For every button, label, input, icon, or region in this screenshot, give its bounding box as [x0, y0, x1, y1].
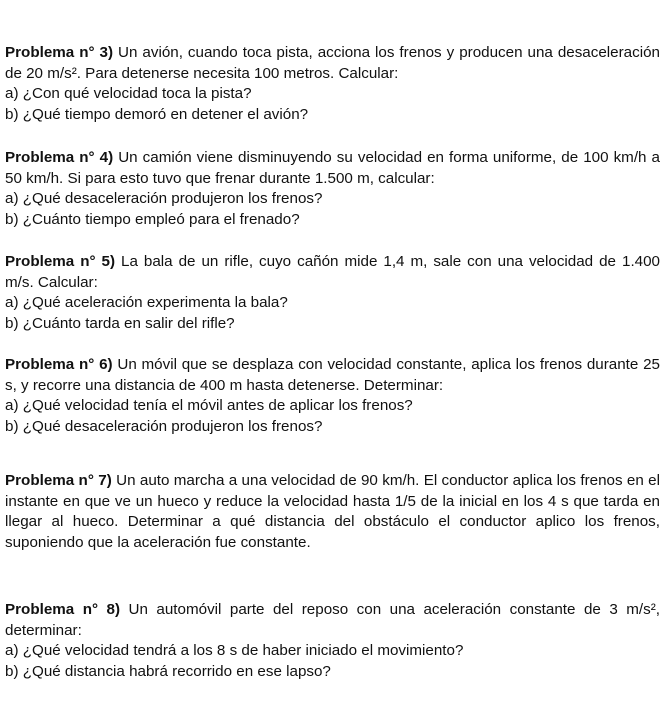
problem-statement [5, 600, 660, 641]
question-b: b) ¿Cuánto tiempo empleó para el frenado? [5, 210, 300, 228]
problem-7 [5, 471, 660, 553]
problem-text: Un móvil que se desplaza con velocidad constante, aplica los frenos durante 25 s, y recorre una distancia de 400 m hasta detenerse. Determinar: [5, 356, 660, 394]
problem-statement [5, 148, 660, 189]
question-a: a) ¿Qué desaceleración produjeron los frenos? [5, 190, 323, 207]
question-b: b) ¿Cuánto tarda en salir del rifle? [5, 314, 235, 332]
question-a: a) ¿Qué velocidad tenía el móvil antes de aplicar los frenos? [5, 397, 413, 414]
problem-label: Problema n° 5) [5, 253, 116, 270]
problem-label: Problema n° 4) [5, 149, 114, 166]
problem-label: Problema n° 8) [5, 601, 121, 618]
question-a: a) ¿Con qué velocidad toca la pista? [5, 85, 252, 102]
question-b: b) ¿Qué desaceleración produjeron los frenos? [5, 417, 323, 435]
question-a: a) ¿Qué velocidad tendrá a los 8 s de haber iniciado el movimiento? [5, 642, 464, 659]
problem-label: Problema n° 3) [5, 44, 114, 61]
question-b: b) ¿Qué distancia habrá recorrido en ese lapso? [5, 662, 331, 680]
question-b: b) ¿Qué tiempo demoró en detener el avión? [5, 105, 309, 123]
problem-statement [5, 471, 660, 553]
problem-3 [5, 43, 660, 125]
problem-text: Un camión viene disminuyendo su velocidad en forma uniforme, de 100 km/h a 50 km/h. Si para esto tuvo que frenar durante 1.500 m, calcular: [5, 149, 660, 187]
problem-text: Un avión, cuando toca pista, acciona los frenos y producen una desaceleración de 20 m/s². Para detenerse necesita 100 metros. Calcular: [5, 44, 660, 82]
problem-text: Un automóvil parte del reposo con una aceleración constante de 3 m/s², determinar: [5, 601, 660, 639]
problem-5 [5, 252, 660, 334]
problem-4 [5, 148, 660, 230]
question-a: a) ¿Qué aceleración experimenta la bala? [5, 294, 288, 311]
problem-text: Un auto marcha a una velocidad de 90 km/h. El conductor aplica los frenos en el instante en que ve un hueco y reduce la velocidad hasta 1/5 de la inicial en los 4 s que tarda en llegar al hueco. Determinar a qué distancia del obstáculo el conductor aplico los frenos, suponiendo que la aceleración fue constante. [5, 472, 660, 551]
problem-statement [5, 252, 660, 293]
problem-label: Problema n° 7) [5, 472, 112, 489]
problem-text: La bala de un rifle, cuyo cañón mide 1,4 m, sale con una velocidad de 1.400 m/s. Calcular: [5, 253, 660, 291]
problem-8 [5, 600, 660, 682]
problem-statement [5, 43, 660, 84]
problem-statement [5, 355, 660, 396]
problem-label: Problema n° 6) [5, 356, 113, 373]
problem-6 [5, 355, 660, 437]
